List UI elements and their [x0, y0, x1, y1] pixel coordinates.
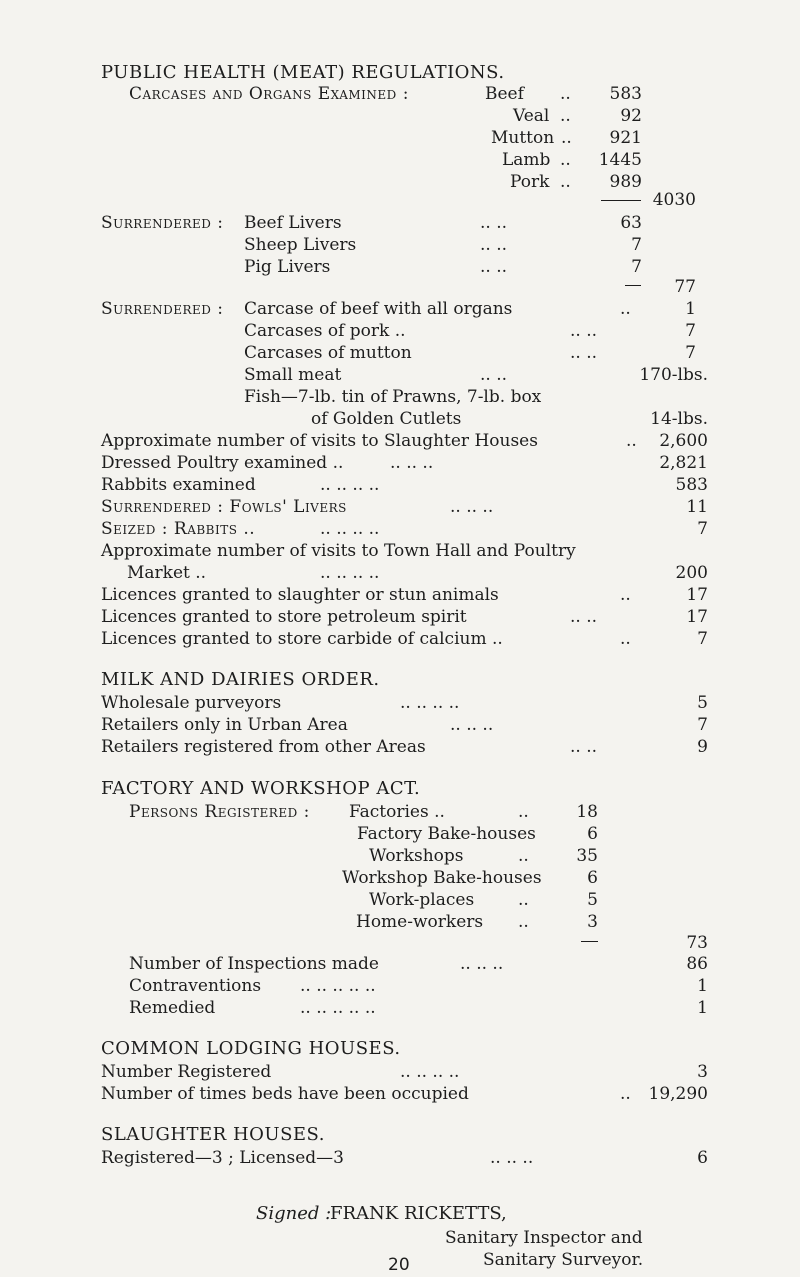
workshops-value: 35 — [576, 846, 598, 866]
carcases-total: 4030 — [652, 190, 696, 210]
milk-wholesale-label: Wholesale purveyors — [101, 693, 282, 713]
town-hall-visits-line-1: Approximate number of visits to Town Hall and Poultry — [101, 541, 576, 561]
seized-rabbits-value: 7 — [697, 519, 708, 539]
factory-bakehouses-value: 6 — [587, 824, 598, 844]
town-hall-visits-dots: .. .. .. .. — [320, 563, 380, 583]
signatory-title-2: Sanitary Surveyor. — [483, 1250, 644, 1270]
milk-wholesale-value: 5 — [697, 693, 708, 713]
carcase-lamb-value: 1445 — [598, 150, 642, 170]
subtotal-rule — [601, 200, 641, 201]
carcase-lamb-label: Lamb — [502, 150, 551, 170]
signed-label: Signed : — [256, 1203, 332, 1224]
inspections-value: 86 — [686, 954, 708, 974]
milk-retailers-other-label: Retailers registered from other Areas — [101, 737, 426, 757]
licence-carbide-label: Licences granted to store carbide of calcium .. — [101, 629, 503, 649]
surrendered-mutton-dots: .. .. — [570, 343, 598, 363]
section-heading-slaughter: SLAUGHTER HOUSES. — [101, 1124, 325, 1145]
carcase-beef-value: 583 — [609, 84, 642, 104]
carcase-pork-value: 989 — [609, 172, 642, 192]
small-meat-label: Small meat — [244, 365, 342, 385]
homeworkers-value: 3 — [587, 912, 598, 932]
poultry-examined-dots: .. .. .. — [390, 453, 434, 473]
fish-line-2: of Golden Cutlets — [311, 409, 462, 429]
liver-beef-label: Beef Livers — [244, 213, 342, 233]
surrendered-label: Surrendered : — [101, 213, 224, 233]
liver-pig-label: Pig Livers — [244, 257, 331, 277]
carcases-label: Carcases and Organs Examined : — [129, 84, 409, 104]
slaughter-registered-dots: .. .. .. — [490, 1148, 534, 1168]
licence-slaughter-dots: .. — [620, 585, 631, 605]
liver-sheep-value: 7 — [631, 235, 642, 255]
seized-rabbits-label: Seized : Rabbits .. — [101, 519, 256, 539]
factories-label: Factories .. — [349, 802, 445, 822]
section-heading-milk: MILK AND DAIRIES ORDER. — [101, 669, 380, 690]
subtotal-rule — [581, 941, 598, 942]
slaughter-visits-value: 2,600 — [659, 431, 708, 451]
carcase-veal-value: 92 — [620, 106, 642, 126]
carcase-mutton-dots: .. — [561, 128, 572, 148]
homeworkers-label: Home-workers — [356, 912, 484, 932]
fish-value: 14-lbs. — [650, 409, 708, 429]
liver-pig-value: 7 — [631, 257, 642, 277]
liver-beef-value: 63 — [620, 213, 642, 233]
section-heading-meat: PUBLIC HEALTH (MEAT) REGULATIONS. — [101, 62, 505, 83]
small-meat-value: 170-lbs. — [639, 365, 708, 385]
milk-retailers-urban-label: Retailers only in Urban Area — [101, 715, 348, 735]
slaughter-registered-value: 6 — [697, 1148, 708, 1168]
milk-retailers-urban-dots: .. .. .. — [450, 715, 494, 735]
town-hall-visits-line-2: Market .. — [127, 563, 207, 583]
carcase-pork-dots: .. — [560, 172, 571, 192]
rabbits-examined-label: Rabbits examined — [101, 475, 256, 495]
persons-registered-label: Persons Registered : — [129, 802, 310, 822]
surrendered-beef-label: Carcase of beef with all organs — [244, 299, 513, 319]
beds-occupied-value: 19,290 — [648, 1084, 708, 1104]
poultry-examined-value: 2,821 — [659, 453, 708, 473]
workshops-label: Workshops — [369, 846, 464, 866]
section-heading-lodging: COMMON LODGING HOUSES. — [101, 1038, 401, 1059]
inspections-dots: .. .. .. — [460, 954, 504, 974]
carcase-mutton-label: Mutton — [491, 128, 555, 148]
milk-wholesale-dots: .. .. .. .. — [400, 693, 460, 713]
signatory-title-1: Sanitary Inspector and — [445, 1228, 643, 1248]
workplaces-label: Work-places — [369, 890, 475, 910]
licence-petroleum-label: Licences granted to store petroleum spirit — [101, 607, 467, 627]
carcase-mutton-value: 921 — [609, 128, 642, 148]
licence-carbide-value: 7 — [697, 629, 708, 649]
lodging-registered-value: 3 — [697, 1062, 708, 1082]
surrendered-mutton-value: 7 — [685, 343, 696, 363]
fowls-livers-label: Surrendered : Fowls' Livers — [101, 497, 347, 517]
remedied-label: Remedied — [129, 998, 216, 1018]
surrendered-label-2: Surrendered : — [101, 299, 224, 319]
carcase-beef-dots: .. — [560, 84, 571, 104]
page-number: 20 — [388, 1255, 410, 1275]
livers-total: 77 — [674, 277, 696, 297]
rabbits-examined-value: 583 — [675, 475, 708, 495]
rabbits-examined-dots: .. .. .. .. — [320, 475, 380, 495]
slaughter-visits-dots: .. — [626, 431, 637, 451]
inspections-label: Number of Inspections made — [129, 954, 379, 974]
liver-pig-dots: .. .. — [480, 257, 508, 277]
surrendered-pork-label: Carcases of pork .. — [244, 321, 406, 341]
workplaces-dots: .. — [518, 890, 529, 910]
workshops-dots: .. — [518, 846, 529, 866]
licence-slaughter-value: 17 — [686, 585, 708, 605]
beds-occupied-dots: .. — [620, 1084, 631, 1104]
contraventions-value: 1 — [697, 976, 708, 996]
surrendered-pork-value: 7 — [685, 321, 696, 341]
workshop-bakehouses-value: 6 — [587, 868, 598, 888]
factories-dots: .. — [518, 802, 529, 822]
remedied-value: 1 — [697, 998, 708, 1018]
carcase-lamb-dots: .. — [560, 150, 571, 170]
lodging-registered-dots: .. .. .. .. — [400, 1062, 460, 1082]
licence-petroleum-value: 17 — [686, 607, 708, 627]
milk-retailers-urban-value: 7 — [697, 715, 708, 735]
liver-sheep-label: Sheep Livers — [244, 235, 357, 255]
section-heading-factory: FACTORY AND WORKSHOP ACT. — [101, 778, 421, 799]
contraventions-label: Contraventions — [129, 976, 262, 996]
town-hall-visits-value: 200 — [675, 563, 708, 583]
licence-petroleum-dots: .. .. — [570, 607, 598, 627]
signatory-name: FRANK RICKETTS, — [330, 1203, 507, 1224]
liver-beef-dots: .. .. — [480, 213, 508, 233]
homeworkers-dots: .. — [518, 912, 529, 932]
carcase-beef-label: Beef — [485, 84, 524, 104]
surrendered-beef-dots: .. — [620, 299, 631, 319]
beds-occupied-label: Number of times beds have been occupied — [101, 1084, 469, 1104]
remedied-dots: .. .. .. .. .. — [300, 998, 376, 1018]
factory-bakehouses-label: Factory Bake-houses — [357, 824, 536, 844]
contraventions-dots: .. .. .. .. .. — [300, 976, 376, 996]
seized-rabbits-dots: .. .. .. .. — [320, 519, 380, 539]
fowls-livers-dots: .. .. .. — [450, 497, 494, 517]
fish-line-1: Fish—7-lb. tin of Prawns, 7-lb. box — [244, 387, 542, 407]
licence-slaughter-label: Licences granted to slaughter or stun animals — [101, 585, 499, 605]
surrendered-pork-dots: .. .. — [570, 321, 598, 341]
factories-value: 18 — [576, 802, 598, 822]
milk-retailers-other-value: 9 — [697, 737, 708, 757]
liver-sheep-dots: .. .. — [480, 235, 508, 255]
surrendered-beef-value: 1 — [685, 299, 696, 319]
surrendered-mutton-label: Carcases of mutton — [244, 343, 412, 363]
slaughter-registered-label: Registered—3 ; Licensed—3 — [101, 1148, 344, 1168]
small-meat-dots: .. .. — [480, 365, 508, 385]
workplaces-value: 5 — [587, 890, 598, 910]
licence-carbide-dots: .. — [620, 629, 631, 649]
fowls-livers-value: 11 — [686, 497, 708, 517]
carcase-veal-label: Veal — [513, 106, 550, 126]
lodging-registered-label: Number Registered — [101, 1062, 272, 1082]
workshop-bakehouses-label: Workshop Bake-houses — [342, 868, 542, 888]
carcase-pork-label: Pork — [510, 172, 550, 192]
carcase-veal-dots: .. — [560, 106, 571, 126]
subtotal-rule — [625, 285, 641, 286]
poultry-examined-label: Dressed Poultry examined .. — [101, 453, 344, 473]
milk-retailers-other-dots: .. .. — [570, 737, 598, 757]
slaughter-visits-label: Approximate number of visits to Slaughter Houses — [101, 431, 538, 451]
persons-total: 73 — [686, 933, 708, 953]
